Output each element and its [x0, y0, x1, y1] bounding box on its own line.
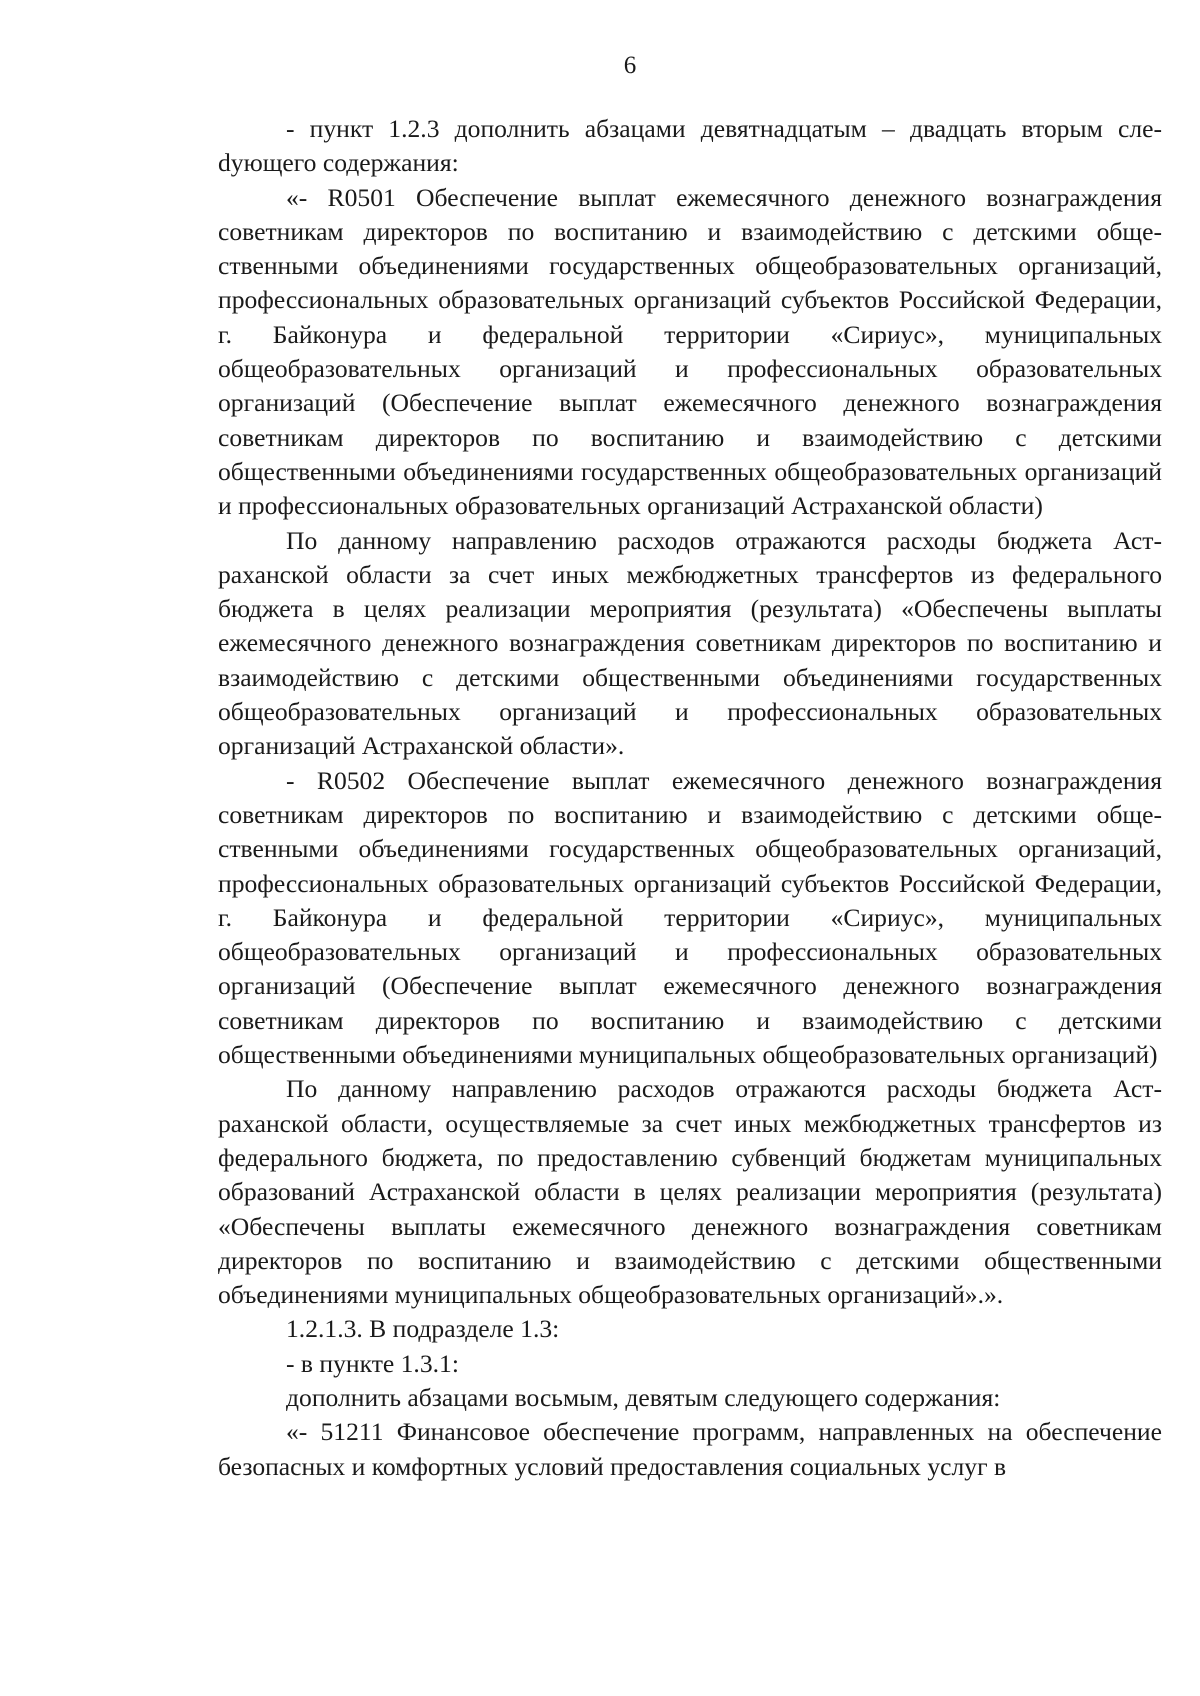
paragraph-6: 1.2.1.3. В подразделе 1.3: — [286, 1314, 560, 1344]
paragraph-1: - пункт 1.2.3 дополнить абзацами девятнадцатым – двадцать вторым слеdующего содержания: — [218, 114, 1162, 178]
paragraph-9: «- 51211 Финансовое обеспечение программ, направленных на обеспечение безопасных и комфортных условий предоставления социальных услуг в — [218, 1417, 1162, 1481]
document-body — [218, 112, 1162, 1484]
paragraph-7: - в пункте 1.3.1: — [286, 1348, 459, 1378]
page-number: 6 — [623, 52, 637, 79]
paragraph-5: По данному направлению расходов отражаются расходы бюджета Астраханской области, осуществляемые за счет иных межбюджетных трансфертов из федерального бюджета, по предоставлению субвенций бюджетам муниципальных образований Астраханской области в целях реализации мероприятия (результата) «Обеспечены выплаты ежемесячного денежного вознаграждения советникам директоров по воспитанию и взаимодействию с детскими общественными объединениями муниципальных общеобразовательных организаций».». — [218, 1074, 1162, 1310]
paragraph-4: - R0502 Обеспечение выплат ежемесячного денежного вознаграждения советникам директоров по воспитанию и взаимодействию с детскими общественными объединениями государственных общеобразовательных организаций, профессиональных образовательных организаций субъектов Российской Федерации, г. Байконура и федеральной территории «Сириус», муниципальных общеобразовательных организаций и профессиональных образовательных организаций (Обеспечение выплат ежемесячного денежного вознаграждения советникам директоров по воспитанию и взаимодействию с детскими общественными объединениями муниципальных общеобразовательных организаций) — [218, 765, 1162, 1070]
paragraph-3: По данному направлению расходов отражаются расходы бюджета Астраханской области за счет иных межбюджетных трансфертов из федерального бюджета в целях реализации мероприятия (результата) «Обеспечены выплаты ежемесячного денежного вознаграждения советникам директоров по воспитанию и взаимодействию с детскими общественными объединениями государственных общеобразовательных организаций и профессиональных образовательных организаций Астраханской области». — [218, 525, 1162, 761]
paragraph-2: «- R0501 Обеспечение выплат ежемесячного денежного вознаграждения советникам директоров по воспитанию и взаимодействию с детскими общественными объединениями государственных общеобразовательных организаций, профессиональных образовательных организаций субъектов Российской Федерации, г. Байконура и федеральной территории «Сириус», муниципальных общеобразовательных организаций и профессиональных образовательных организаций (Обеспечение выплат ежемесячного денежного вознаграждения советникам директоров по воспитанию и взаимодействию с детскими общественными объединениями государственных общеобразовательных организаций и профессиональных образовательных организаций Астраханской области) — [218, 182, 1162, 521]
paragraph-8: дополнить абзацами восьмым, девятым следующего содержания: — [286, 1382, 1001, 1412]
